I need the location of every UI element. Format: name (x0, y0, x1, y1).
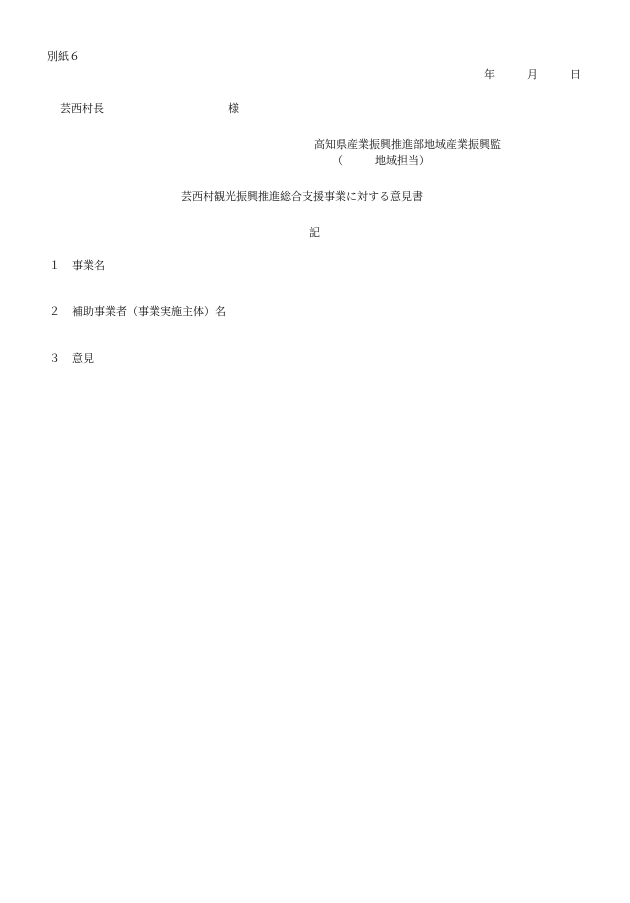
item-number: ３ (49, 352, 60, 365)
date-day: 日 (570, 68, 581, 81)
ki-heading: 記 (309, 226, 320, 239)
date-line (484, 69, 581, 80)
item-label: 意見 (72, 352, 94, 365)
date-month: 月 (527, 68, 538, 81)
date-year: 年 (484, 68, 495, 81)
attachment-label: 別紙６ (47, 50, 80, 63)
item-number: ２ (49, 305, 60, 318)
sender-title: 高知県産業振興推進部地域産業振興監 (314, 138, 501, 151)
item-label: 補助事業者（事業実施主体）名 (72, 305, 226, 318)
item-label: 事業名 (72, 259, 105, 272)
document-title: 芸西村観光振興推進総合支援事業に対する意見書 (181, 190, 423, 203)
sender-role: 地域担当） (375, 154, 430, 167)
addressee-honorific: 様 (228, 102, 239, 115)
item-number: １ (49, 259, 60, 272)
sender-paren-open: （ (332, 154, 343, 167)
addressee-name: 芸西村長 (60, 102, 104, 115)
